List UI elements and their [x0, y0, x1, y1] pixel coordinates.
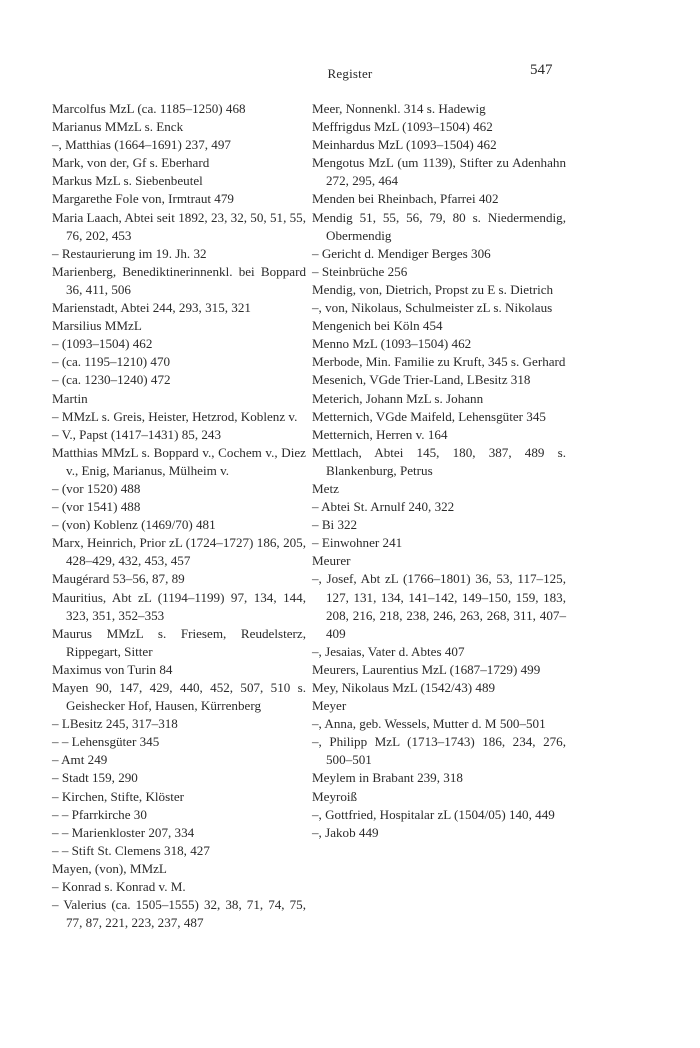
index-entry: Margarethe Fole von, Irmtraut 479: [52, 191, 234, 207]
index-entry: Meffrigdus MzL (1093–1504) 462: [312, 119, 493, 135]
index-entry: – – Pfarrkirche 30: [52, 806, 147, 822]
index-entry: Maximus von Turin 84: [52, 661, 173, 677]
index-entry: Mendig, von, Dietrich, Propst zu E s. Dietrich: [312, 281, 554, 297]
index-entry: –, Matthias (1664–1691) 237, 497: [52, 137, 231, 153]
index-entry: –, Jakob 449: [312, 824, 379, 840]
index-entry: Marienberg, Benediktinerinnenkl. bei Boppard 36, 411, 506: [52, 263, 306, 297]
index-entry: – Valerius (ca. 1505–1555) 32, 38, 71, 74, 75, 77, 87, 221, 223, 237, 487: [52, 897, 306, 931]
index-entry: – (vor 1541) 488: [52, 499, 141, 515]
index-entry: – Konrad s. Konrad v. M.: [52, 879, 186, 895]
index-entry: – – Marienkloster 207, 334: [52, 824, 195, 840]
index-entry: – Gericht d. Mendiger Berges 306: [312, 245, 491, 261]
index-entry: Mengotus MzL (um 1139), Stifter zu Adenhahn 272, 295, 464: [312, 155, 566, 189]
page-number: 547: [530, 62, 553, 78]
index-entry: Maugérard 53–56, 87, 89: [52, 571, 185, 587]
index-entry: Mark, von der, Gf s. Eberhard: [52, 155, 210, 171]
index-entry: Meurer: [312, 553, 351, 569]
index-entry: – Restaurierung im 19. Jh. 32: [52, 245, 207, 261]
index-entry: Menden bei Rheinbach, Pfarrei 402: [312, 191, 499, 207]
index-entry: Meyroiß: [312, 788, 358, 804]
running-head: Register: [327, 66, 373, 81]
index-entry: –, Josef, Abt zL (1766–1801) 36, 53, 117–125, 127, 131, 134, 141–142, 149–150, 159, 183, 208, 216, 218, 238, 246, 263, 268, 311, 407–409: [312, 571, 566, 641]
index-entry: – (von) Koblenz (1469/70) 481: [52, 517, 216, 533]
index-entry: –, Anna, geb. Wessels, Mutter d. M 500–501: [312, 716, 546, 732]
index-entry: – Bi 322: [312, 517, 358, 533]
index-entry: –, Jesaias, Vater d. Abtes 407: [312, 643, 465, 659]
index-entry: – Stadt 159, 290: [52, 770, 138, 786]
index-entry: Metternich, Herren v. 164: [312, 426, 448, 442]
index-entry: Maurus MMzL s. Friesem, Reudelsterz, Rippegart, Sitter: [52, 625, 306, 659]
index-entry: Mettlach, Abtei 145, 180, 387, 489 s. Blankenburg, Petrus: [312, 444, 566, 478]
index-entry: Mauritius, Abt zL (1194–1199) 97, 134, 144, 323, 351, 352–353: [52, 589, 306, 623]
index-entry: Meyer: [312, 698, 347, 714]
index-entry: Metz: [312, 480, 339, 496]
index-entry: – – Lehensgüter 345: [52, 734, 160, 750]
index-entry: – Abtei St. Arnulf 240, 322: [312, 499, 455, 515]
index-entry: Mey, Nikolaus MzL (1542/43) 489: [312, 680, 496, 695]
index-entry: Mesenich, VGde Trier-Land, LBesitz 318: [312, 372, 531, 388]
index-entry: Martin: [52, 390, 88, 406]
index-entry: Markus MzL s. Siebenbeutel: [52, 173, 203, 189]
index-entry: – – Stift St. Clemens 318, 427: [52, 842, 210, 858]
index-entry: Meterich, Johann MzL s. Johann: [312, 390, 484, 406]
index-entry: – MMzL s. Greis, Heister, Hetzrod, Koblenz v.: [52, 408, 298, 424]
index-entry: – Steinbrüche 256: [312, 263, 408, 279]
index-entry: Marsilius MMzL: [52, 318, 142, 334]
index-entry: Meer, Nonnenkl. 314 s. Hadewig: [312, 101, 486, 116]
index-entry: –, Philipp MzL (1713–1743) 186, 234, 276, 500–501: [312, 734, 566, 768]
index-entry: Maria Laach, Abtei seit 1892, 23, 32, 50, 51, 55, 76, 202, 453: [52, 209, 306, 243]
index-entry: – V., Papst (1417–1431) 85, 243: [52, 426, 222, 442]
index-entry: – LBesitz 245, 317–318: [52, 716, 178, 732]
index-entry: –, Gottfried, Hospitalar zL (1504/05) 140, 449: [312, 806, 555, 822]
index-entry: –, von, Nikolaus, Schulmeister zL s. Nikolaus: [312, 300, 553, 316]
index-entry: – Amt 249: [52, 752, 108, 768]
index-entry: Meurers, Laurentius MzL (1687–1729) 499: [312, 661, 541, 677]
index-entry: Mengenich bei Köln 454: [312, 318, 443, 334]
index-entry: Marianus MMzL s. Enck: [52, 119, 184, 135]
index-entry: – Einwohner 241: [312, 535, 403, 551]
index-entry: – (ca. 1195–1210) 470: [52, 354, 171, 370]
index-entry: Mendig 51, 55, 56, 79, 80 s. Niedermendig, Obermendig: [312, 209, 566, 243]
index-entry: Marienstadt, Abtei 244, 293, 315, 321: [52, 300, 251, 316]
index-entry: – Kirchen, Stifte, Klöster: [52, 788, 184, 804]
index-column-right: [312, 100, 566, 842]
index-entry: – (vor 1520) 488: [52, 480, 141, 496]
index-entry: – (1093–1504) 462: [52, 336, 153, 352]
index-entry: – (ca. 1230–1240) 472: [52, 372, 171, 388]
index-entry: Meylem in Brabant 239, 318: [312, 770, 463, 786]
index-entry: Mayen, (von), MMzL: [52, 860, 167, 876]
index-entry: Meinhardus MzL (1093–1504) 462: [312, 137, 497, 153]
index-entry: Marcolfus MzL (ca. 1185–1250) 468: [52, 101, 246, 116]
index-entry: Matthias MMzL s. Boppard v., Cochem v., Diez v., Enig, Marianus, Mülheim v.: [52, 444, 306, 478]
index-entry: Merbode, Min. Familie zu Kruft, 345 s. Gerhard: [312, 354, 566, 370]
index-entry: Menno MzL (1093–1504) 462: [312, 336, 472, 352]
index-column-left: [52, 100, 306, 932]
index-entry: Marx, Heinrich, Prior zL (1724–1727) 186, 205, 428–429, 432, 453, 457: [52, 535, 306, 569]
index-entry: Metternich, VGde Maifeld, Lehensgüter 345: [312, 408, 546, 424]
index-entry: Mayen 90, 147, 429, 440, 452, 507, 510 s. Geishecker Hof, Hausen, Kürrenberg: [52, 680, 306, 714]
